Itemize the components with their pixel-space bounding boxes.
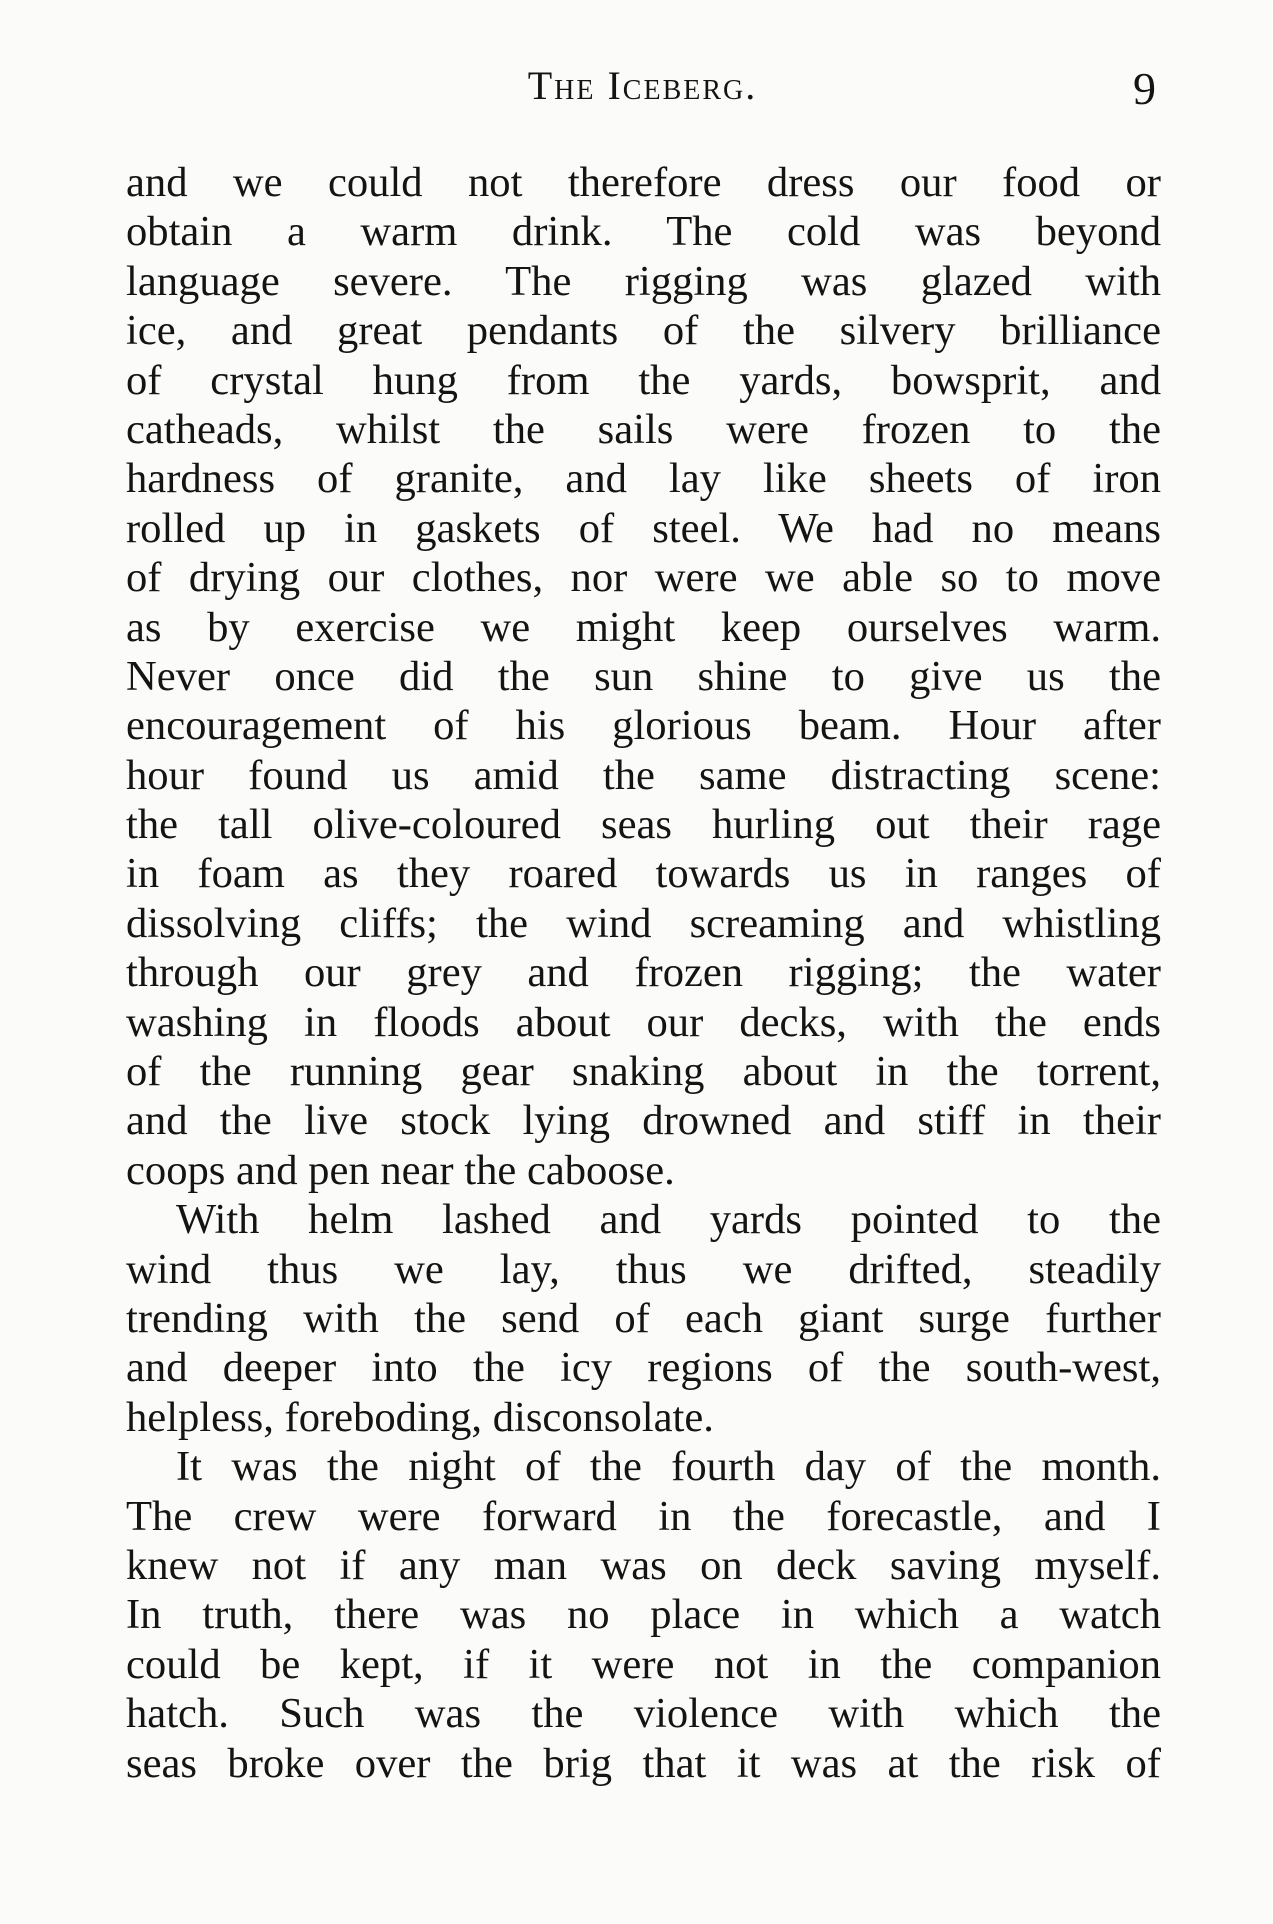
text-line: the tall olive-coloured seas hurling out their rage: [126, 801, 1161, 849]
text-line: coops and pen near the caboose.: [126, 1146, 675, 1194]
text-line: obtain a warm drink. The cold was beyond: [126, 208, 1161, 256]
paragraph: [126, 1442, 1161, 1788]
text-line: helpless, foreboding, disconsolate.: [126, 1393, 714, 1441]
text-line: washing in floods about our decks, with the ends: [126, 998, 1161, 1046]
text-line: hour found us amid the same distracting scene:: [126, 751, 1161, 799]
running-title: The Iceberg.: [527, 63, 758, 108]
text-line: catheads, whilst the sails were frozen to the: [126, 405, 1161, 453]
text-line: In truth, there was no place in which a watch: [126, 1591, 1161, 1639]
text-line: encouragement of his glorious beam. Hour after: [126, 702, 1161, 750]
text-line: Never once did the sun shine to give us the: [126, 652, 1161, 700]
text-line: of the running gear snaking about in the torrent,: [126, 1048, 1161, 1096]
paragraph: [126, 158, 1161, 1195]
text-line: seas broke over the brig that it was at the risk of: [126, 1739, 1161, 1787]
text-line: hatch. Such was the violence with which the: [126, 1690, 1161, 1738]
text-line: language severe. The rigging was glazed with: [126, 257, 1161, 305]
text-line: in foam as they roared towards us in ranges of: [126, 850, 1161, 898]
text-line: of crystal hung from the yards, bowsprit, and: [126, 356, 1161, 404]
text-line: knew not if any man was on deck saving myself.: [126, 1541, 1161, 1589]
text-line: and deeper into the icy regions of the south-west,: [126, 1344, 1161, 1392]
text-line: as by exercise we might keep ourselves warm.: [126, 603, 1161, 651]
text-line: hardness of granite, and lay like sheets of iron: [126, 455, 1161, 503]
text-line: rolled up in gaskets of steel. We had no means: [126, 504, 1161, 552]
text-line: and the live stock lying drowned and stiff in their: [126, 1097, 1161, 1145]
text-line: With helm lashed and yards pointed to the: [176, 1196, 1161, 1244]
text-line: It was the night of the fourth day of the month.: [176, 1443, 1161, 1491]
paragraph: [126, 1195, 1161, 1442]
text-line: could be kept, if it were not in the companion: [126, 1640, 1161, 1688]
running-head: [125, 62, 1160, 122]
text-line: of drying our clothes, nor were we able so to move: [126, 554, 1161, 602]
text-line: dissolving cliffs; the wind screaming and whistling: [126, 899, 1161, 947]
body-text: [126, 158, 1161, 1788]
text-line: through our grey and frozen rigging; the water: [126, 949, 1161, 997]
text-line: trending with the send of each giant surge further: [126, 1294, 1161, 1342]
text-line: ice, and great pendants of the silvery brilliance: [126, 307, 1161, 355]
text-line: wind thus we lay, thus we drifted, steadily: [126, 1245, 1161, 1293]
text-line: The crew were forward in the forecastle, and I: [126, 1492, 1161, 1540]
text-line: and we could not therefore dress our food or: [126, 159, 1161, 206]
page-number: 9: [1133, 63, 1156, 114]
